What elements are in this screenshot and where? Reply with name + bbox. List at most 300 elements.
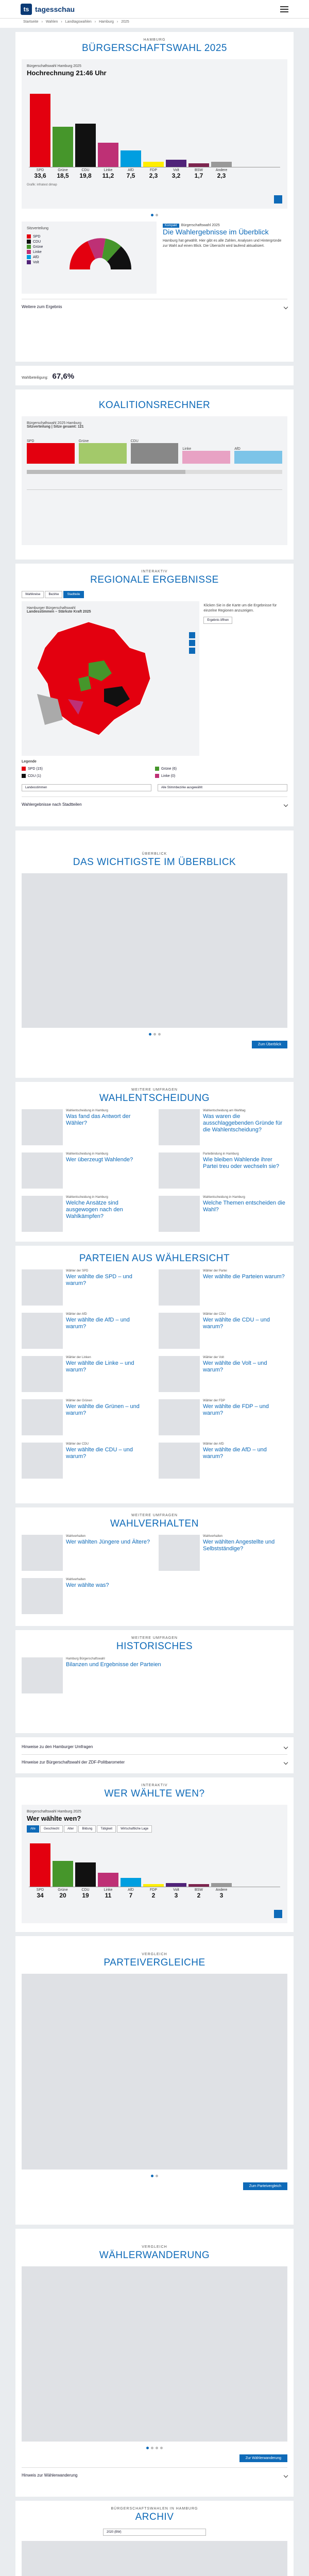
expander-label: Weitere zum Ergebnis — [22, 304, 62, 309]
bar-linke — [98, 143, 118, 167]
hinweise-section — [15, 1737, 294, 1773]
overview-carousel[interactable] — [22, 873, 287, 1028]
carousel-dot[interactable] — [151, 214, 153, 216]
article-thumbnail — [159, 1443, 200, 1479]
party-label: Grüne — [58, 1888, 68, 1892]
hinweise-expander[interactable] — [22, 1743, 287, 1749]
carousel-dot[interactable] — [156, 214, 158, 216]
turnout-section — [15, 366, 294, 385]
breadcrumb-item[interactable]: Landtagswahlen — [65, 20, 92, 24]
koalition-bar-gruene[interactable]: Grüne — [79, 439, 127, 464]
map-side-text: Klicken Sie in die Karte um die Ergebnisse für einzelne Regionen anzuzeigen. — [203, 604, 277, 613]
legend-label: Grüne — [33, 245, 43, 249]
article-thumbnail — [22, 1535, 63, 1571]
bar-cdu — [75, 1862, 96, 1887]
article-meta: Parteibindung in Hamburg — [203, 1153, 239, 1156]
legend-item — [27, 234, 63, 239]
article-meta: Wähler der AfD — [66, 1313, 87, 1316]
bar-andere — [211, 1883, 232, 1887]
list-item[interactable] — [22, 1153, 150, 1189]
legend-item — [27, 250, 63, 254]
article-meta: Wahlentscheidung in Hamburg — [66, 1109, 108, 1112]
article-text: Hamburg hat gewählt. Hier gibt es alle Zahlen, Analysen und Hintergründe zur Wahl auf einen Blick. Die Übersicht wird laufend aktualisiert. — [163, 239, 282, 248]
article-title[interactable]: Wer wählte die AfD – und warum? — [203, 1447, 267, 1460]
party-value: 2 — [197, 1892, 201, 1899]
logo[interactable]: tagesschau — [35, 5, 75, 13]
menu-icon[interactable] — [280, 6, 288, 12]
list-item[interactable] — [159, 1153, 287, 1189]
seats-card — [22, 222, 157, 294]
article-title[interactable]: Wer wählten Jüngere und Ältere? — [66, 1539, 150, 1545]
article-meta: Wahlentscheidung in Hamburg — [203, 1196, 245, 1199]
party-label: Grüne — [58, 168, 68, 172]
result-bars — [29, 80, 280, 167]
legend-item — [27, 240, 63, 244]
wahlverhalten-section — [15, 1507, 294, 1626]
article-meta: Wahlentscheidung in Hamburg — [66, 1196, 108, 1199]
hamburg-map[interactable] — [27, 617, 166, 740]
article-meta: Wähler der Grünen — [66, 1399, 93, 1402]
breadcrumb-item[interactable]: Startseite — [23, 20, 39, 24]
tab-wirtschaftliche-lage[interactable]: Wirtschaftliche Lage — [117, 1825, 152, 1833]
legend-label: CDU (1) — [28, 774, 41, 778]
party-value: 7 — [129, 1892, 133, 1899]
article-meta: Wahlentscheidung am Wahltag — [203, 1109, 246, 1112]
waehlerwanderung-title: WÄHLERWANDERUNG — [99, 2250, 210, 2261]
list-item[interactable] — [159, 1269, 287, 1306]
waehlerwanderung-button[interactable]: Zur Wählerwanderung — [239, 2454, 287, 2462]
tab-stadtteile[interactable]: Stadtteile — [63, 591, 83, 598]
article-title[interactable]: Wer wählte die Linke – und warum? — [66, 1360, 134, 1373]
tab-tätigkeit[interactable]: Tätigkeit — [97, 1825, 116, 1833]
article-title[interactable]: Wer wählte die FDP – und warum? — [203, 1403, 269, 1416]
article-thumbnail — [159, 1535, 200, 1571]
party-value: 33,6 — [34, 172, 46, 179]
tab-geschlecht[interactable]: Geschlecht — [40, 1825, 63, 1833]
wer-waehlte-title: WER WÄHLTE WEN? — [104, 1788, 205, 1799]
map-card — [22, 601, 199, 756]
carousel-dots[interactable] — [22, 2447, 287, 2449]
legend-label: Volt — [33, 260, 39, 264]
carousel-dot[interactable] — [151, 2447, 153, 2449]
article-title[interactable]: Wer wählte die Parteien warum? — [203, 1274, 285, 1280]
bar-fdp — [143, 162, 164, 167]
archiv-section — [15, 2501, 294, 2576]
overview-section — [15, 32, 294, 362]
article-title[interactable]: Welche Themen entscheiden die Wahl? — [203, 1200, 285, 1213]
koalition-bar-afd[interactable]: AfD — [234, 447, 282, 464]
party-label: BSW — [195, 1888, 203, 1892]
bar-afd — [121, 1878, 141, 1887]
wer-waehlte-sub: Bürgerschaftswahl Hamburg 2025 — [27, 1810, 81, 1814]
koalition-sub: Bürgerschaftswahl 2025 Hamburg — [27, 421, 81, 425]
parteivergleiche-title: PARTEIVERGLEICHE — [104, 1957, 205, 1968]
article-meta: Wähler der Linken — [66, 1356, 91, 1359]
bar-andere — [211, 162, 232, 167]
archiv-content — [22, 2541, 287, 2576]
party-value: 20 — [59, 1892, 66, 1899]
article-meta: Wähler der FDP — [203, 1399, 226, 1402]
party-label: Andere — [215, 1888, 228, 1892]
article-meta: Wähler der SPD — [66, 1269, 89, 1273]
party-label: Linke — [104, 1888, 113, 1892]
parteivergleich-button[interactable]: Zum Parteivergleich — [243, 2182, 287, 2190]
tab-bezirke[interactable]: Bezirke — [45, 591, 62, 598]
party-label: SPD — [36, 1888, 44, 1892]
wahlverhalten-kicker: WEITERE UMFRAGEN — [131, 1514, 178, 1517]
article-thumbnail — [159, 1313, 200, 1349]
regional-kicker: INTERAKTIV — [141, 570, 168, 573]
article-meta: Wähler der AfD — [203, 1443, 224, 1446]
bar-spd — [30, 94, 50, 167]
legend-item — [27, 245, 63, 249]
wer-waehlte-kicker: INTERAKTIV — [141, 1784, 168, 1787]
expander-label: Hinweise zur Bürgerschaftswahl der ZDF-Politbarometer — [22, 1760, 125, 1765]
wichtigste-title: DAS WICHTIGSTE IM ÜBERBLICK — [73, 857, 236, 868]
party-label: Volt — [173, 168, 179, 172]
legend-label: AfD — [33, 255, 39, 259]
carousel-dot[interactable] — [156, 2175, 158, 2177]
bar-cdu — [75, 124, 96, 167]
article-meta: Bürgerschaftswahl 2025 — [181, 224, 220, 227]
legend-label: Linke (0) — [161, 774, 176, 778]
article-thumbnail — [22, 1657, 63, 1693]
article-title[interactable]: Wer wählte was? — [66, 1582, 109, 1588]
chart-footnote: Grafik: infratest dimap — [27, 183, 57, 187]
list-item[interactable] — [22, 1269, 150, 1306]
reset-icon[interactable] — [189, 648, 195, 654]
party-label: CDU — [81, 168, 90, 172]
seats-article[interactable] — [163, 222, 287, 294]
regional-section — [15, 564, 294, 826]
article-meta: Wähler der CDU — [203, 1313, 226, 1316]
article-thumbnail — [159, 1196, 200, 1232]
party-label: FDP — [150, 168, 157, 172]
article-meta: Hamburg Bürgerschaftswahl — [66, 1657, 105, 1660]
bar-linke — [98, 1873, 118, 1887]
list-item[interactable] — [22, 1535, 150, 1571]
regional-title: REGIONALE ERGEBNISSE — [90, 574, 219, 585]
politbarometer-expander[interactable] — [22, 1754, 287, 1765]
wer-waehlte-section — [15, 1777, 294, 1932]
party-label: AfD — [128, 1888, 134, 1892]
legend-swatch — [155, 767, 159, 771]
article-title[interactable]: Welche Ansätze sind ausgewogen nach den Wahlkämpfen? — [66, 1200, 123, 1219]
turnout-value: 67,6% — [52, 372, 75, 381]
map-subtitle: Hamburger Bürgerschaftswahl — [27, 606, 76, 610]
article-title[interactable]: Die Wahlergebnisse im Überblick — [163, 228, 269, 236]
waehlerwanderung-expander[interactable] — [22, 2467, 287, 2478]
map-zoom-controls — [189, 632, 195, 654]
article-meta: Wahlverhalten — [66, 1535, 86, 1538]
article-title[interactable]: Wie bleiben Wahlende ihrer Partei treu oder wechseln sie? — [203, 1157, 279, 1170]
tab-bildung[interactable]: Bildung — [78, 1825, 96, 1833]
chevron-down-icon — [284, 1760, 288, 1764]
party-label: Andere — [215, 168, 228, 172]
stimmen-select[interactable]: Landesstimmen — [22, 784, 151, 791]
bar-bsw — [188, 163, 209, 167]
article-thumbnail — [159, 1269, 200, 1306]
top-bar — [0, 0, 309, 19]
article-thumbnail — [159, 1109, 200, 1145]
list-item[interactable] — [159, 1535, 287, 1571]
bar-fdp — [143, 1884, 164, 1887]
archiv-select[interactable]: 2020 (BW) — [103, 2529, 206, 2536]
article-title[interactable]: Wer wählte die SPD – und warum? — [66, 1274, 132, 1286]
article-thumbnail — [22, 1153, 63, 1189]
article-thumbnail — [22, 1109, 63, 1145]
legend-label: CDU — [33, 240, 41, 244]
seats-row — [22, 222, 287, 294]
legend-swatch — [22, 774, 26, 778]
party-label: BSW — [195, 168, 203, 172]
legend-label: Linke — [33, 250, 42, 254]
result-chart-card — [22, 59, 287, 209]
list-item[interactable] — [22, 1657, 287, 1693]
list-item[interactable] — [22, 1578, 150, 1614]
breadcrumb-item[interactable]: Wahlen — [45, 20, 58, 24]
parteivergleiche-kicker: VERGLEICH — [142, 1953, 167, 1956]
article-title[interactable]: Wer wählte die Volt – und warum? — [203, 1360, 267, 1373]
expander-label: Hinweis zur Wählerwanderung — [22, 2473, 78, 2478]
legend-label: SPD (15) — [28, 767, 43, 771]
article-thumbnail — [22, 1399, 63, 1435]
party-value: 18,5 — [57, 172, 69, 179]
expander-label: Hinweise zu den Hamburger Umfragen — [22, 1744, 93, 1749]
zoom-in-icon[interactable] — [189, 632, 195, 638]
wahlentscheidung-kicker: WEITERE UMFRAGEN — [131, 1088, 178, 1092]
legend-swatch — [22, 767, 26, 771]
koalition-bar-spd[interactable]: SPD — [27, 439, 75, 464]
legend-title: Legende — [22, 760, 37, 764]
wahlverhalten-title: WAHLVERHALTEN — [110, 1518, 199, 1529]
article-title[interactable]: Wer wählten Angestellte und Selbstständige? — [203, 1539, 275, 1552]
wahlentscheidung-section — [15, 1082, 294, 1242]
chevron-down-icon — [284, 802, 288, 806]
article-title[interactable]: Wer wählte die CDU – und warum? — [66, 1447, 133, 1460]
party-values — [29, 172, 280, 179]
regional-tabs — [22, 591, 287, 598]
article-meta: Wähler der Partei — [203, 1269, 227, 1273]
bezirk-select[interactable]: Alle Stimmbezirke ausgewählt — [158, 784, 287, 791]
article-thumbnail — [22, 1196, 63, 1232]
zoom-out-icon[interactable] — [189, 640, 195, 646]
bar-grüne — [53, 1861, 73, 1887]
seats-subtitle: Sitzverteilung — [27, 227, 49, 230]
legend-label: Grüne (6) — [161, 767, 177, 771]
tab-wahlkreise[interactable]: Wahlkreise — [22, 591, 44, 598]
list-item[interactable] — [22, 1356, 150, 1392]
party-label: Linke — [104, 168, 113, 172]
party-value: 34 — [37, 1892, 44, 1899]
historisches-section — [15, 1630, 294, 1733]
legend-item — [155, 774, 287, 778]
article-title[interactable]: Wer wählte die CDU – und warum? — [203, 1317, 270, 1330]
seats-hemicycle — [67, 233, 134, 272]
waehlerwanderung-kicker: VERGLEICH — [142, 2245, 167, 2249]
party-value: 2,3 — [149, 172, 158, 179]
article-title[interactable]: Was fand das Antwort der Wähler? — [66, 1113, 131, 1126]
chevron-down-icon — [284, 2473, 288, 2477]
carousel-dot[interactable] — [158, 1033, 161, 1036]
parteien-grid — [22, 1269, 287, 1479]
carousel-dot[interactable] — [160, 2447, 163, 2449]
bar-volt — [166, 1883, 186, 1887]
turnout-label: Wahlbeteiligung: — [22, 376, 48, 380]
carousel-dots[interactable] — [22, 214, 287, 216]
bar-volt — [166, 160, 186, 167]
list-item[interactable] — [22, 1196, 150, 1232]
article-meta: Wähler der Volt — [203, 1356, 225, 1359]
legend-item — [22, 774, 154, 778]
tab-alle[interactable]: Alle — [27, 1825, 39, 1833]
list-item[interactable] — [159, 1399, 287, 1435]
breadcrumb: Startseite › Wahlen › Landtagswahlen › Hamburg › 2025 — [0, 19, 309, 28]
article-thumbnail — [22, 1313, 63, 1349]
party-label: Volt — [173, 1888, 179, 1892]
party-value: 2 — [151, 1892, 156, 1899]
list-item[interactable] — [159, 1356, 287, 1392]
article-thumbnail — [22, 1578, 63, 1614]
koalition-section — [15, 389, 294, 560]
party-values — [29, 1892, 280, 1899]
party-label: AfD — [128, 168, 134, 172]
party-value: 7,5 — [126, 172, 135, 179]
chevron-down-icon — [284, 1744, 288, 1749]
historisches-kicker: WEITERE UMFRAGEN — [131, 1636, 178, 1640]
parteivergleiche-section — [15, 1936, 294, 2225]
logo-icon[interactable]: ts — [21, 4, 32, 15]
wer-waehlte-tabs — [27, 1825, 282, 1833]
parteien-section — [15, 1246, 294, 1503]
party-value: 3,2 — [171, 172, 181, 179]
bar-spd — [30, 1843, 50, 1887]
results-expander[interactable] — [22, 299, 287, 309]
article-title[interactable]: Bilanzen und Ergebnisse der Parteien — [66, 1662, 161, 1668]
koalition-line: Sitzverteilung | Sitze gesamt: 121 — [27, 425, 84, 429]
article-thumbnail — [159, 1153, 200, 1189]
party-value: 19,8 — [79, 172, 92, 179]
breadcrumb-item[interactable]: Hamburg — [99, 20, 114, 24]
article-thumbnail — [22, 1269, 63, 1306]
tab-alter[interactable]: Alter — [64, 1825, 77, 1833]
regional-expander[interactable] — [22, 796, 287, 807]
wahlverhalten-grid — [22, 1535, 287, 1614]
wer-waehlte-card-title: Wer wählte wen? — [27, 1815, 81, 1822]
breadcrumb-item: 2025 — [121, 20, 129, 24]
party-label: CDU — [81, 1888, 90, 1892]
party-value: 11,2 — [102, 172, 114, 179]
koalition-bar-linke[interactable]: Linke — [182, 447, 230, 464]
article-title[interactable]: Was waren die ausschlaggebenden Gründe für die Wahlentscheidung? — [203, 1113, 283, 1133]
list-item[interactable] — [22, 1109, 150, 1145]
party-value: 19 — [82, 1892, 89, 1899]
bar-grüne — [53, 127, 73, 167]
party-value: 3 — [219, 1892, 224, 1899]
legend-item — [22, 767, 154, 771]
archiv-title: ARCHIV — [135, 2512, 174, 2522]
list-item[interactable] — [159, 1109, 287, 1145]
overview-button[interactable]: Zum Überblick — [252, 1041, 287, 1048]
article-meta: Wahlverhalten — [203, 1535, 223, 1538]
carousel-dot[interactable] — [146, 2447, 149, 2449]
legend-item — [27, 255, 63, 259]
chart-title: Hochrechnung 21:46 Uhr — [27, 69, 107, 77]
carousel-dots[interactable] — [22, 1033, 287, 1036]
list-item[interactable] — [22, 1399, 150, 1435]
carousel-dot[interactable] — [153, 1033, 156, 1036]
party-labels — [29, 1887, 280, 1892]
article-thumbnail — [159, 1356, 200, 1392]
list-item[interactable] — [159, 1443, 287, 1479]
bar-afd — [121, 150, 141, 167]
wahlentscheidung-grid — [22, 1109, 287, 1232]
party-labels — [29, 167, 280, 172]
wahlentscheidung-title: WAHLENTSCHEIDUNG — [99, 1093, 210, 1104]
open-result-button[interactable]: Ergebnis öffnen — [203, 617, 232, 624]
carousel-dot[interactable] — [149, 1033, 151, 1036]
article-badge: Kompakt — [163, 224, 179, 228]
share-icon[interactable] — [274, 1910, 282, 1918]
overview-title: BÜRGERSCHAFTSWAHL 2025 — [82, 43, 227, 54]
carousel-dots[interactable] — [22, 2175, 287, 2177]
article-thumbnail — [22, 1356, 63, 1392]
legend-item — [27, 260, 63, 264]
chart-subtitle: Bürgerschaftswahl Hamburg 2025 — [27, 64, 81, 68]
parteien-title: PARTEIEN AUS WÄHLERSICHT — [79, 1253, 230, 1264]
article-meta: Wähler der CDU — [66, 1443, 89, 1446]
list-item[interactable] — [22, 1443, 150, 1479]
chevron-down-icon — [284, 304, 288, 309]
list-item[interactable] — [159, 1196, 287, 1232]
list-item[interactable] — [159, 1313, 287, 1349]
archiv-kicker: BÜRGERSCHAFTSWAHLEN IN HAMBURG — [111, 2507, 198, 2511]
parteivergleiche-carousel[interactable] — [22, 1974, 287, 2170]
party-value: 1,7 — [194, 172, 203, 179]
legend-swatch — [155, 774, 159, 778]
carousel-dot[interactable] — [156, 2447, 158, 2449]
historisches-title: HISTORISCHES — [116, 1641, 193, 1652]
waehlerwanderung-carousel[interactable] — [22, 2266, 287, 2442]
article-thumbnail — [22, 1443, 63, 1479]
article-title[interactable]: Wer wählte die AfD – und warum? — [66, 1317, 130, 1330]
expander-label: Wahlergebnisse nach Stadtteilen — [22, 802, 82, 807]
carousel-dot[interactable] — [151, 2175, 153, 2177]
article-title[interactable]: Wer überzeugt Wahlende? — [66, 1157, 133, 1163]
overview-kicker: HAMBURG — [143, 38, 166, 42]
share-icon[interactable] — [274, 195, 282, 204]
koalition-progress — [27, 470, 282, 474]
koalition-title: KOALITIONSRECHNER — [98, 400, 211, 411]
koalition-majority-line — [27, 489, 282, 490]
map-title: Landesstimmen – Stärkste Kraft 2025 — [27, 610, 91, 614]
legend-item — [155, 767, 287, 771]
article-meta: Wahlentscheidung in Hamburg — [66, 1153, 108, 1156]
party-label: FDP — [150, 1888, 157, 1892]
region-legend — [22, 766, 287, 779]
article-meta: Wahlverhalten — [66, 1578, 86, 1581]
party-label: SPD — [36, 168, 44, 172]
waehlerwanderung-section — [15, 2229, 294, 2497]
koalition-card — [22, 416, 287, 545]
seats-legend — [27, 233, 63, 272]
map-side-panel — [203, 601, 287, 756]
koalition-bar-cdu[interactable]: CDU — [131, 439, 179, 464]
article-title[interactable]: Wer wählte die Grünen – und warum? — [66, 1403, 140, 1416]
wer-waehlte-card — [22, 1805, 287, 1923]
party-value: 11 — [105, 1892, 112, 1899]
list-item[interactable] — [22, 1313, 150, 1349]
